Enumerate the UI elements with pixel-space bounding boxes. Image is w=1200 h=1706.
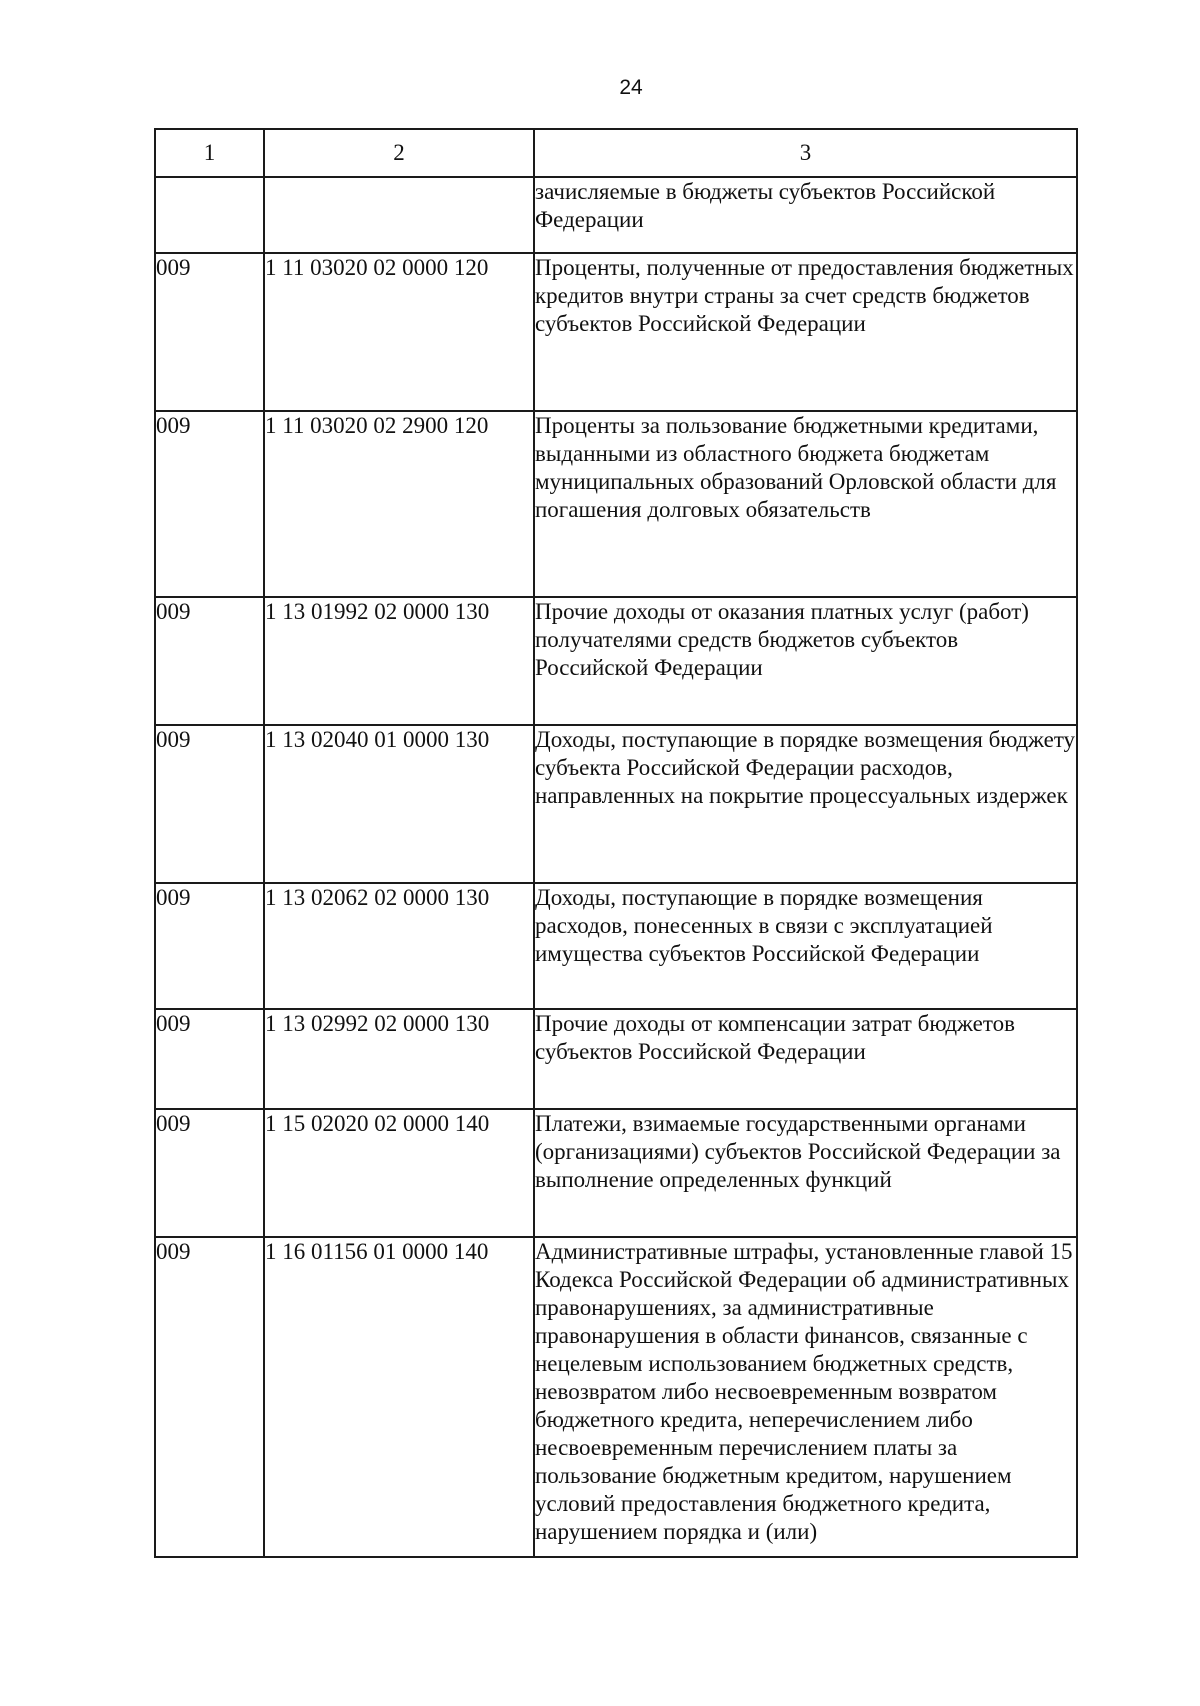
description-cell: Платежи, взимаемые государственными органами (организациями) субъектов Российской Федерации за выполнение определенных функций (534, 1109, 1077, 1237)
admin-code-cell: 009 (155, 1237, 264, 1557)
table-row (155, 883, 1077, 1009)
revenue-code-cell: 1 13 02040 01 0000 130 (264, 725, 534, 883)
admin-code-cell: 009 (155, 253, 264, 411)
table-row (155, 253, 1077, 411)
revenue-code-cell: 1 15 02020 02 0000 140 (264, 1109, 534, 1237)
table-row (155, 177, 1077, 253)
description-cell: Доходы, поступающие в порядке возмещения бюджету субъекта Российской Федерации расходов, направленных на покрытие процессуальных издержек (534, 725, 1077, 883)
admin-code-cell: 009 (155, 883, 264, 1009)
admin-code-cell: 009 (155, 725, 264, 883)
header-col-2: 2 (264, 129, 534, 177)
description-cell: Проценты за пользование бюджетными кредитами, выданными из областного бюджета бюджетам муниципальных образований Орловской области для погашения долговых обязательств (534, 411, 1077, 597)
table-row (155, 725, 1077, 883)
revenue-code-cell: 1 13 01992 02 0000 130 (264, 597, 534, 725)
table-row (155, 1009, 1077, 1109)
admin-code-cell: 009 (155, 1009, 264, 1109)
description-cell: Доходы, поступающие в порядке возмещения расходов, понесенных в связи с эксплуатацией имущества субъектов Российской Федерации (534, 883, 1077, 1009)
revenue-code-cell: 1 13 02062 02 0000 130 (264, 883, 534, 1009)
description-cell: Прочие доходы от оказания платных услуг (работ) получателями средств бюджетов субъектов Российской Федерации (534, 597, 1077, 725)
revenue-code-cell (264, 177, 534, 253)
page-number: 24 (619, 76, 643, 99)
revenue-codes-table (154, 128, 1078, 1558)
admin-code-cell: 009 (155, 597, 264, 725)
table-row (155, 1237, 1077, 1557)
table-row (155, 597, 1077, 725)
header-col-1: 1 (155, 129, 264, 177)
table-row (155, 1109, 1077, 1237)
table-row (155, 411, 1077, 597)
revenue-code-cell: 1 16 01156 01 0000 140 (264, 1237, 534, 1557)
description-cell: Прочие доходы от компенсации затрат бюджетов субъектов Российской Федерации (534, 1009, 1077, 1109)
table-header-row (155, 129, 1077, 177)
description-cell: Административные штрафы, установленные главой 15 Кодекса Российской Федерации об административных правонарушениях, за административные правонарушения в области финансов, связанные с нецелевым использованием бюджетных средств, невозвратом либо несвоевременным возвратом бюджетного кредита, неперечислением либо несвоевременным перечислением платы за пользование бюджетным кредитом, нарушением условий предоставления бюджетного кредита, нарушением порядка и (или) (534, 1237, 1077, 1557)
revenue-code-cell: 1 13 02992 02 0000 130 (264, 1009, 534, 1109)
revenue-code-cell: 1 11 03020 02 2900 120 (264, 411, 534, 597)
description-cell: Проценты, полученные от предоставления бюджетных кредитов внутри страны за счет средств бюджетов субъектов Российской Федерации (534, 253, 1077, 411)
revenue-code-cell: 1 11 03020 02 0000 120 (264, 253, 534, 411)
admin-code-cell: 009 (155, 1109, 264, 1237)
admin-code-cell: 009 (155, 411, 264, 597)
header-col-3: 3 (534, 129, 1077, 177)
description-cell: зачисляемые в бюджеты субъектов Российской Федерации (534, 177, 1077, 253)
admin-code-cell (155, 177, 264, 253)
